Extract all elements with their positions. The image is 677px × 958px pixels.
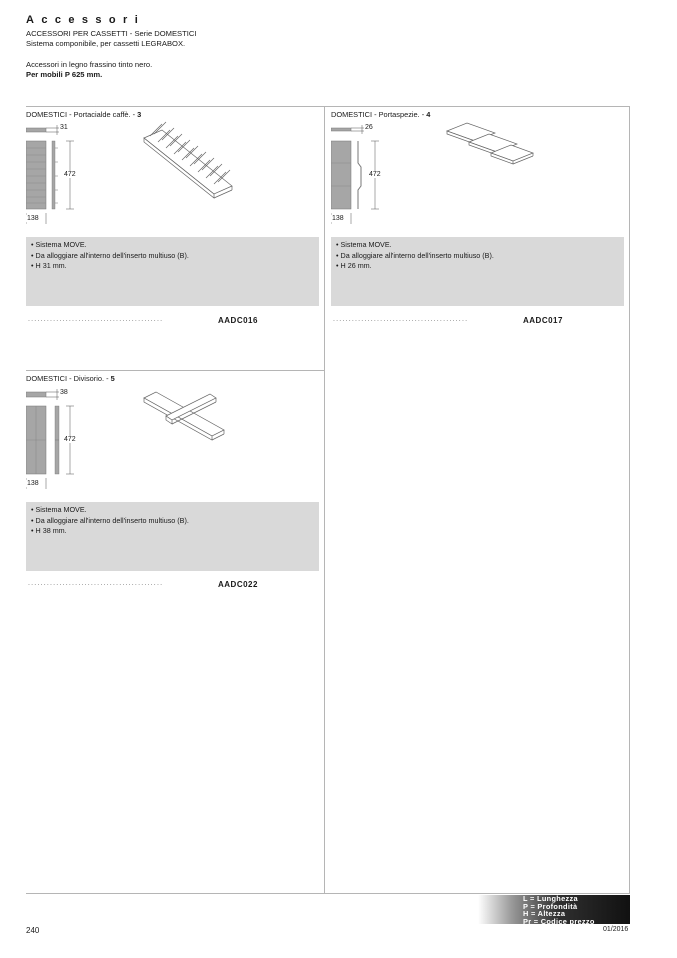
product-title bbox=[26, 110, 141, 119]
feature-item: • H 26 mm. bbox=[336, 261, 372, 270]
features-panel bbox=[26, 237, 319, 306]
width-dimension: 138 bbox=[332, 215, 344, 222]
front-side-drawing bbox=[331, 124, 391, 228]
product-number: 4 bbox=[426, 110, 431, 119]
feature-item: • H 38 mm. bbox=[31, 526, 67, 535]
product-title bbox=[26, 374, 115, 383]
width-dimension: 138 bbox=[27, 215, 39, 222]
spice-rack-isometric-drawing bbox=[445, 118, 535, 170]
product-title bbox=[331, 110, 430, 119]
height-dimension: 38 bbox=[60, 389, 68, 396]
depth-dimension: 472 bbox=[64, 436, 76, 443]
page-number: 240 bbox=[26, 926, 40, 935]
depth-dimension: 472 bbox=[369, 171, 381, 178]
features-panel bbox=[331, 237, 624, 306]
front-side-drawing bbox=[26, 124, 86, 228]
product-name: DOMESTICI - Divisorio. - bbox=[26, 374, 111, 383]
row-divider bbox=[26, 370, 324, 371]
header-system: Sistema componibile, per cassetti LEGRABOX. bbox=[26, 39, 186, 48]
coffee-pod-holder-isometric-drawing bbox=[140, 116, 235, 200]
legend-length: L = Lunghezza bbox=[523, 894, 578, 903]
legend-depth: P = Profondità bbox=[523, 901, 578, 911]
table-top-rule bbox=[26, 106, 630, 107]
feature-item: • Da alloggiare all'interno dell'inserto multiuso (B). bbox=[31, 250, 189, 260]
header-material: Accessori in legno frassino tinto nero. bbox=[26, 60, 153, 69]
edition-date: 01/2016 bbox=[603, 926, 629, 933]
price-leader-dots: ........................................... bbox=[28, 580, 164, 587]
header-subtitle: ACCESSORI PER CASSETTI - Serie DOMESTICI bbox=[26, 29, 197, 38]
product-code: AADC017 bbox=[523, 316, 563, 325]
price-leader-dots: ........................................... bbox=[333, 316, 469, 323]
legend-price-code: Pr = Codice prezzo bbox=[523, 916, 595, 926]
header-furniture: Per mobili P 625 mm. bbox=[26, 70, 103, 79]
right-border bbox=[629, 106, 630, 893]
product-name: DOMESTICI - Portaspezie. - bbox=[331, 110, 427, 119]
feature-item: • Da alloggiare all'interno dell'inserto multiuso (B). bbox=[336, 250, 494, 260]
height-dimension: 31 bbox=[60, 124, 68, 131]
product-number: 5 bbox=[110, 374, 115, 383]
legend-text bbox=[523, 895, 595, 925]
feature-item: • Sistema MOVE. bbox=[336, 240, 392, 249]
feature-item: • Sistema MOVE. bbox=[31, 240, 87, 249]
product-number: 3 bbox=[137, 110, 142, 119]
depth-dimension: 472 bbox=[64, 171, 76, 178]
height-dimension: 26 bbox=[365, 124, 373, 131]
front-side-drawing bbox=[26, 389, 86, 493]
price-leader-dots: ........................................... bbox=[28, 316, 164, 323]
product-code: AADC022 bbox=[218, 580, 258, 589]
feature-item: • Sistema MOVE. bbox=[31, 505, 87, 514]
product-code: AADC016 bbox=[218, 316, 258, 325]
features-panel bbox=[26, 502, 319, 571]
column-divider bbox=[324, 106, 325, 893]
feature-item: • Da alloggiare all'interno dell'inserto multiuso (B). bbox=[31, 515, 189, 525]
legend-height: H = Altezza bbox=[523, 909, 566, 918]
product-name: DOMESTICI - Portacialde caffè. - bbox=[26, 110, 138, 119]
feature-item: • H 31 mm. bbox=[31, 261, 67, 270]
width-dimension: 138 bbox=[27, 480, 39, 487]
divider-isometric-drawing bbox=[140, 380, 235, 442]
page-title: Accessori bbox=[26, 14, 146, 26]
